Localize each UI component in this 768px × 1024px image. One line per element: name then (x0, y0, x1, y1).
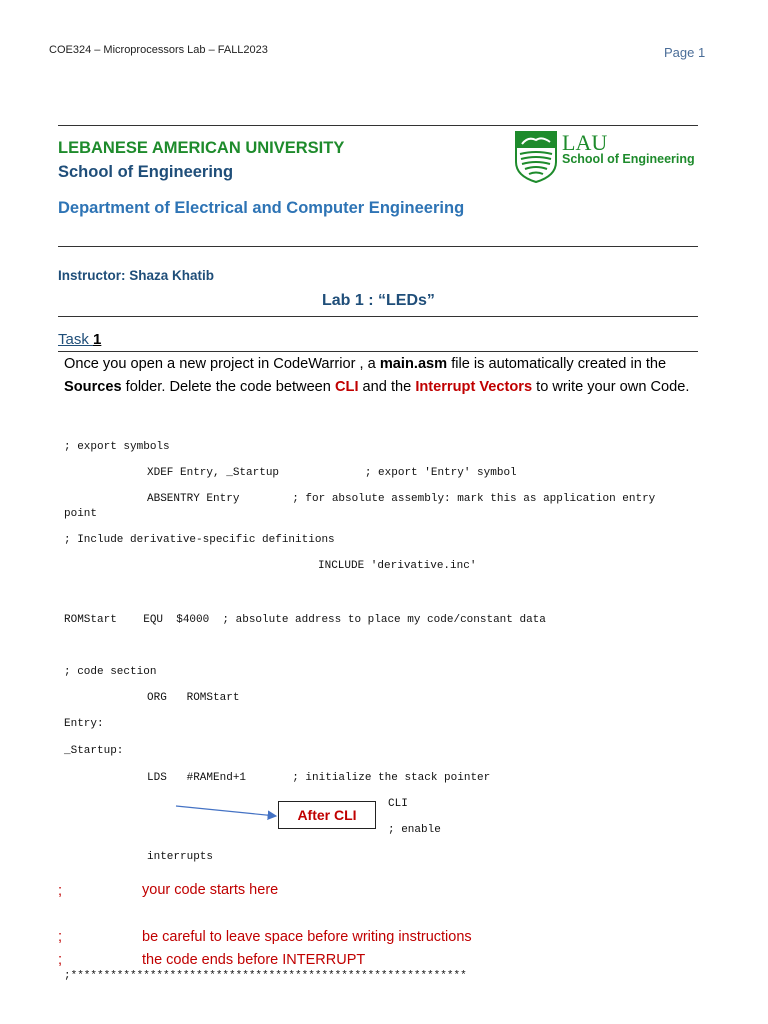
university-name: LEBANESE AMERICAN UNIVERSITY (58, 139, 345, 157)
code-line: ; enable (388, 824, 441, 836)
note-code-starts: your code starts here (142, 882, 279, 898)
code-line: ABSENTRY Entry ; for absolute assembly: mark this as application entry (147, 493, 656, 505)
task-label: Task (58, 331, 94, 348)
code-line: ROMStart EQU $4000 ; absolute address to place my code/constant data (64, 614, 546, 626)
code-line: XDEF Entry, _Startup ; export 'Entry' symbol (147, 467, 517, 479)
instructor-name: Instructor: Shaza Khatib (58, 268, 215, 283)
code-line: Entry: (64, 718, 104, 730)
note-semicolon: ; (58, 952, 63, 968)
main-asm-term: main.asm (379, 356, 448, 372)
school-name: School of Engineering (58, 163, 234, 181)
note-semicolon: ; (58, 929, 63, 945)
code-line: _Startup: (64, 745, 124, 757)
code-line: ; Include derivative-specific definitions (64, 534, 335, 546)
code-line: LDS #RAMEnd+1 ; initialize the stack pointer (147, 772, 491, 784)
code-line: ; export symbols (64, 441, 170, 453)
lab-rule (58, 316, 698, 317)
code-line: CLI (388, 798, 408, 810)
task-rule (58, 351, 698, 352)
task-heading (58, 331, 101, 348)
note-code-ends: the code ends before INTERRUPT (142, 952, 366, 968)
code-line: interrupts (147, 851, 214, 863)
code-line: ORG ROMStart (147, 692, 240, 704)
callout-arrow-icon (172, 800, 282, 824)
cli-term: CLI (334, 379, 359, 395)
code-line: point (64, 508, 98, 520)
lab-title: Lab 1 : “LEDs” (322, 292, 435, 309)
code-line: INCLUDE 'derivative.inc' (318, 560, 477, 572)
after-cli-callout: After CLI (278, 801, 376, 829)
department-name: Department of Electrical and Computer Engineering (58, 199, 465, 217)
instructions-paragraph: Once you open a new project in CodeWarrior , a main.asm file is automatically created in the Sources folder. Delete the code between CLI and the Interrupt Vectors to write your own Code. (64, 356, 690, 395)
course-header: COE324 – Microprocessors Lab – FALL2023 (49, 44, 268, 56)
logo-abbr: LAU (562, 130, 608, 155)
note-semicolon: ; (58, 883, 63, 899)
code-star-divider: ;************************************************************ (64, 970, 467, 982)
interrupt-vectors-term: Interrupt Vectors (415, 379, 533, 395)
note-leave-space: be careful to leave space before writing instructions (142, 929, 472, 945)
logo-school: School of Engineering (562, 152, 695, 166)
task-number: 1 (93, 331, 102, 348)
code-line: ; code section (64, 666, 157, 678)
title-rule (58, 246, 698, 247)
sources-term: Sources (64, 379, 122, 395)
lau-logo (512, 128, 702, 184)
page-number: Page 1 (664, 45, 706, 60)
top-rule (58, 125, 698, 126)
